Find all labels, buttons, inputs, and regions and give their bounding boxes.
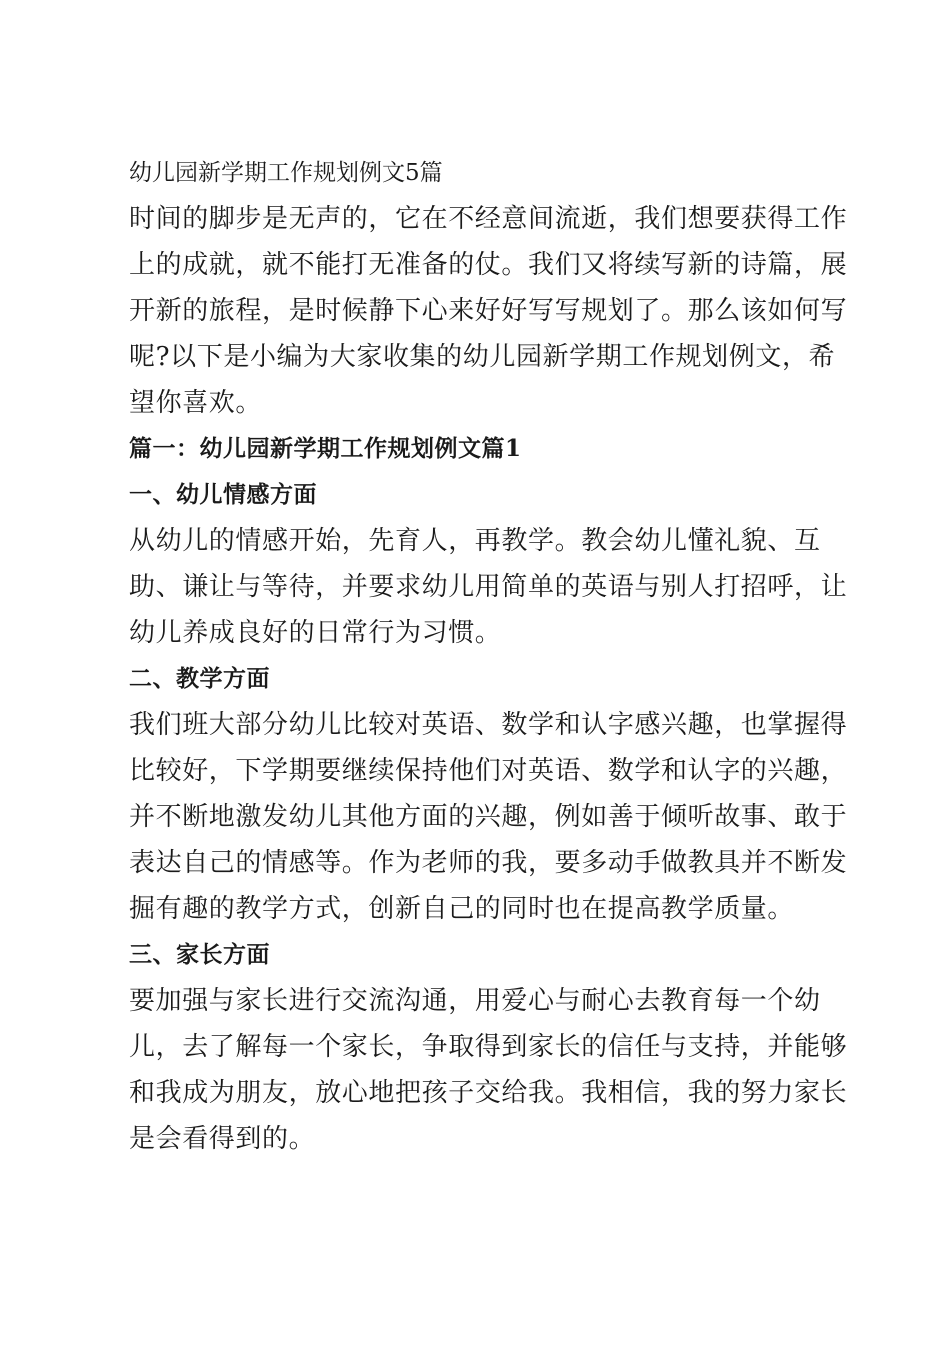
paragraph-line: 并不断地激发幼儿其他方面的兴趣，例如善于倾听故事、敢于 <box>129 802 848 832</box>
paragraph-line: 要加强与家长进行交流沟通，用爱心与耐心去教育每一个幼 <box>129 986 821 1016</box>
paragraph-line: 儿，去了解每一个家长，争取得到家长的信任与支持，并能够 <box>129 1032 848 1062</box>
intro-line: 上的成就，就不能打无准备的仗。我们又将续写新的诗篇，展 <box>129 250 848 280</box>
section-paragraph-emotion <box>129 518 848 656</box>
section-paragraph-teaching <box>129 702 848 932</box>
paragraph-line: 幼儿养成良好的日常行为习惯。 <box>129 618 502 648</box>
paragraph-line: 我们班大部分幼儿比较对英语、数学和认字感兴趣，也掌握得 <box>129 710 848 740</box>
paragraph-line: 比较好，下学期要继续保持他们对英语、数学和认字的兴趣， <box>129 756 848 786</box>
intro-line: 呢?以下是小编为大家收集的幼儿园新学期工作规划例文，希 <box>129 342 836 372</box>
intro-line: 望你喜欢。 <box>129 388 263 418</box>
section-paragraph-parents <box>129 978 848 1162</box>
intro-paragraph <box>129 196 848 426</box>
document-title: 幼儿园新学期工作规划例文5篇 <box>129 160 443 186</box>
paragraph-line: 是会看得到的。 <box>129 1124 316 1154</box>
section-heading-parents: 三、家长方面 <box>129 941 270 968</box>
paragraph-line: 表达自己的情感等。作为老师的我，要多动手做教具并不断发 <box>129 848 848 878</box>
paragraph-line: 从幼儿的情感开始，先育人，再教学。教会幼儿懂礼貌、互 <box>129 526 821 556</box>
paragraph-line: 和我成为朋友，放心地把孩子交给我。我相信，我的努力家长 <box>129 1078 848 1108</box>
paragraph-line: 掘有趣的教学方式，创新自己的同时也在提高教学质量。 <box>129 894 795 924</box>
document-page <box>129 150 848 1162</box>
paragraph-line: 助、谦让与等待，并要求幼儿用简单的英语与别人打招呼，让 <box>129 572 848 602</box>
chapter-heading: 篇一：幼儿园新学期工作规划例文篇1 <box>129 435 522 462</box>
intro-line: 开新的旅程，是时候静下心来好好写写规划了。那么该如何写 <box>129 296 848 326</box>
section-heading-emotion: 一、幼儿情感方面 <box>129 481 317 508</box>
section-heading-teaching: 二、教学方面 <box>129 665 270 692</box>
intro-line: 时间的脚步是无声的，它在不经意间流逝，我们想要获得工作 <box>129 204 848 234</box>
